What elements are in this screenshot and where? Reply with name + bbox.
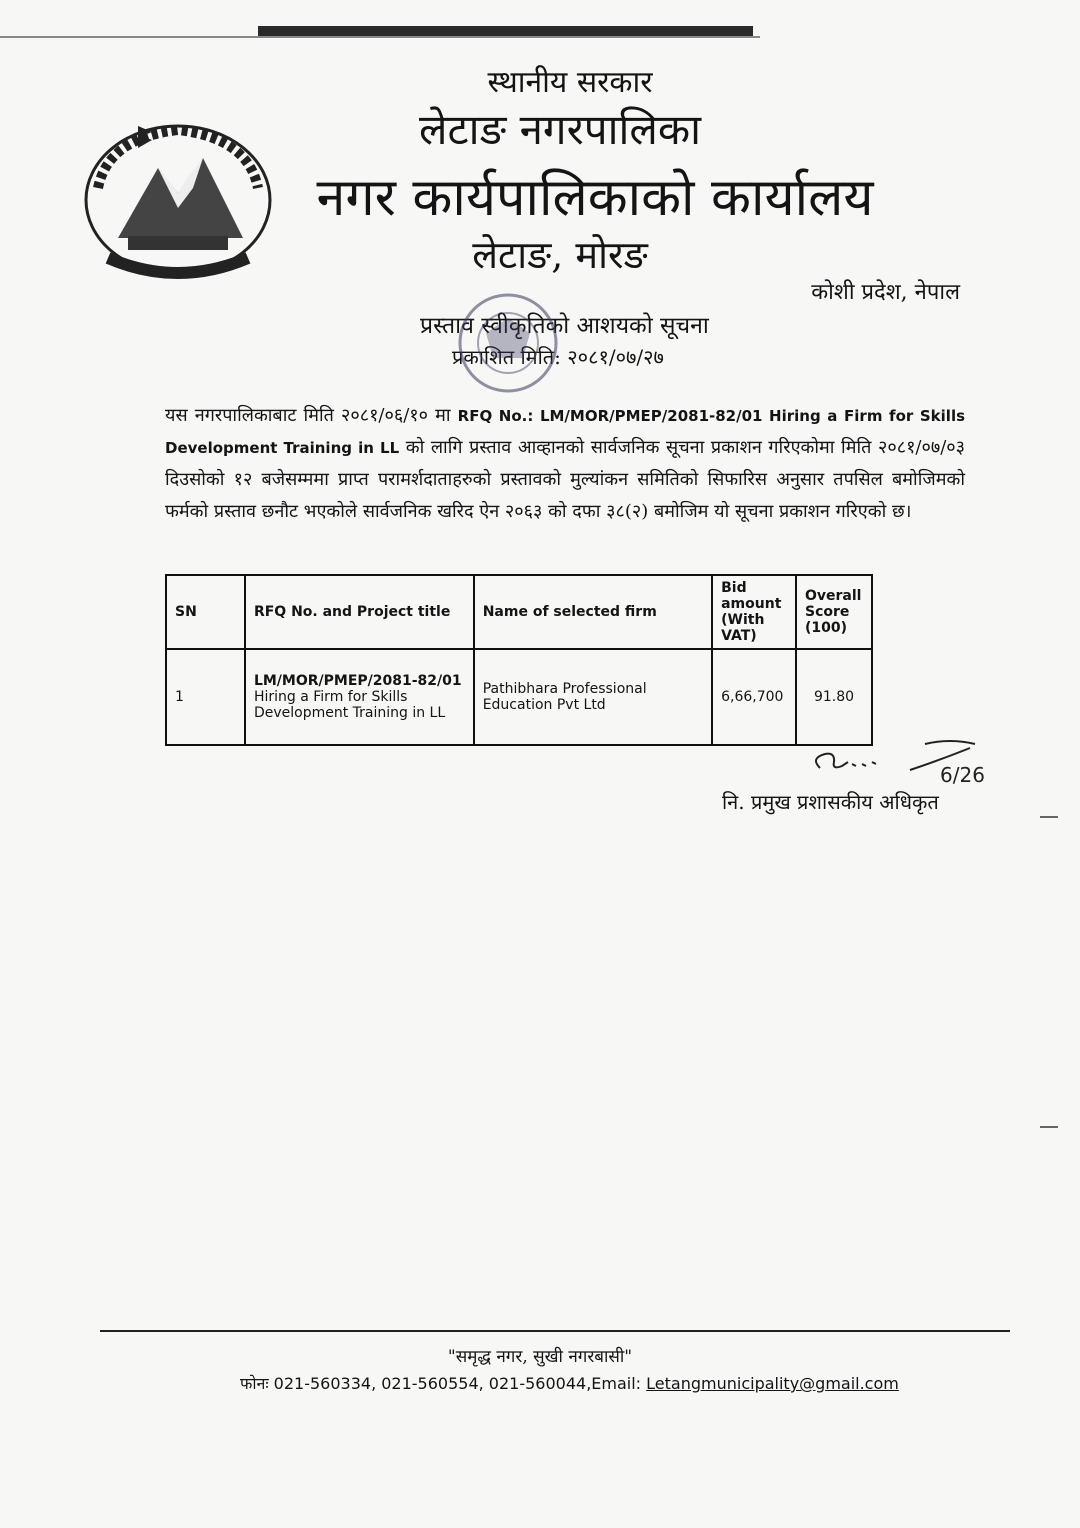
office-stamp-icon [428,283,588,403]
body-main-text: को लागि प्रस्ताव आव्हानको सार्वजनिक सूचना प्रकाशन गरिएकोमा मिति २०८१/०७/०३ दिउसोको १२ बजेसम्ममा प्राप्त परामर्शदाताहरुको प्रस्तावको मुल्यांकन समितिको सिफारिस अनुसार तपसिल बमोजिमको फर्मको प्रस्ताव छनौट भएकोले सार्वजनिक खरिद ऐन २०६३ को दफा ३८(२) बमोजिम यो सूचना प्रकाशन गरिएको छ। [165,437,966,522]
footer-email[interactable]: Letangmunicipality@gmail.com [646,1374,899,1393]
body-intro: यस नगरपालिकाबाट मिति २०८१/०६/१० मा [165,405,458,426]
cell-rfq-project [245,649,474,745]
province-label: कोशी प्रदेश, नेपाल [811,280,960,305]
cell-project-title: Hiring a Firm for Skills Development Training in LL [253,689,446,721]
body-rfq-reference: RFQ No.: LM/MOR/PMEP/2081-82/01 Hiring a Firm for Skills Development Training in LL [165,407,966,457]
margin-mark [1040,1126,1058,1128]
header-office-name: नगर कार्यपालिकाको कार्यालय [316,168,874,228]
col-bid-amount: Bid amount (With VAT) [712,575,796,649]
scan-top-rule [0,36,760,38]
table-row [166,649,872,745]
margin-mark [1040,816,1058,818]
cell-rfq-no: LM/MOR/PMEP/2081-82/01 [253,673,462,689]
col-rfq-project: RFQ No. and Project title [245,575,474,649]
signature-date: 6/26 [940,763,985,787]
col-sn: SN [166,575,245,649]
notice-body [165,400,965,528]
signatory-title: नि. प्रमुख प्रशासकीय अधिकृत [722,790,939,814]
footer-rule [100,1330,1010,1332]
footer-contact [240,1372,899,1394]
notice-title: प्रस्ताव स्वीकृतिको आशयको सूचना [420,313,709,339]
table-header-row [166,575,872,649]
col-firm: Name of selected firm [474,575,712,649]
header-local-government: स्थानीय सरकार [487,65,653,100]
cell-sn: 1 [166,649,245,745]
header-municipality-name: लेटाङ नगरपालिका [419,105,701,154]
cell-firm: Pathibhara Professional Education Pvt Ltd [474,649,712,745]
footer-phones: फोनः 021-560334, 021-560554, 021-560044,Email: [240,1374,647,1393]
footer-motto: "समृद्ध नगर, सुखी नगरबासी" [447,1347,633,1367]
notice-published-date: प्रकाशित मिति: २०८१/०७/२७ [452,345,664,369]
cell-bid: 6,66,700 [712,649,796,745]
selected-firm-table [165,574,873,746]
header-location: लेटाङ, मोरङ [472,233,648,277]
scan-top-edge [258,26,753,36]
col-overall-score: Overall Score (100) [796,575,872,649]
cell-score: 91.80 [796,649,872,745]
